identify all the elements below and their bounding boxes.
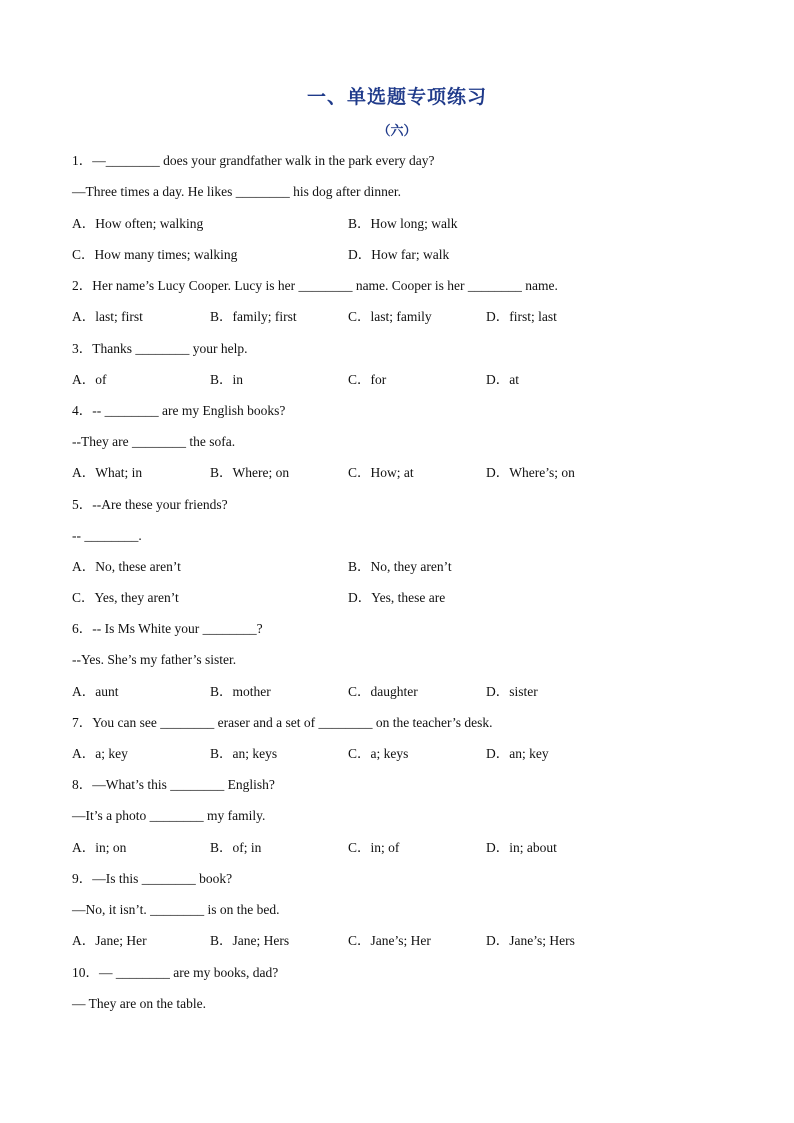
question-5-reply: -- ________. [72,528,142,543]
question-8-stem: 8．—What’s this ________ English? [72,777,275,792]
question-6-option-c[interactable]: C．daughter [348,684,418,699]
question-7-option-a[interactable]: A．a; key [72,746,128,761]
question-1-option-d[interactable]: D．How far; walk [348,247,450,262]
question-6-option-d[interactable]: D．sister [486,684,538,699]
question-2-option-b[interactable]: B．family; first [210,309,297,324]
question-10-reply: — They are on the table. [72,996,206,1011]
question-2-option-c[interactable]: C．last; family [348,309,432,324]
question-1-option-a[interactable]: A．How often; walking [72,216,204,231]
question-6-option-b[interactable]: B．mother [210,684,271,699]
question-8-option-a[interactable]: A．in; on [72,840,127,855]
question-8-option-b[interactable]: B．of; in [210,840,262,855]
question-9-option-a[interactable]: A．Jane; Her [72,933,147,948]
question-10-stem: 10．— ________ are my books, dad? [72,965,279,980]
question-7-option-d[interactable]: D．an; key [486,746,549,761]
question-6-option-a[interactable]: A．aunt [72,684,119,699]
question-5-option-a[interactable]: A．No, these aren’t [72,559,181,574]
question-5-option-b[interactable]: B．No, they aren’t [348,559,452,574]
question-4-option-a[interactable]: A．What; in [72,465,143,480]
question-1-option-b[interactable]: B．How long; walk [348,216,458,231]
question-3-option-c[interactable]: C．for [348,372,387,387]
question-7-option-c[interactable]: C．a; keys [348,746,409,761]
question-6-reply: --Yes. She’s my father’s sister. [72,652,237,667]
question-2-option-a[interactable]: A．last; first [72,309,143,324]
question-7-stem: 7．You can see ________ eraser and a set of ________ on the teacher’s desk. [72,715,493,730]
question-9-reply: —No, it isn’t. ________ is on the bed. [72,902,280,917]
question-5-stem: 5．--Are these your friends? [72,497,228,512]
question-2-option-d[interactable]: D．first; last [486,309,557,324]
question-5-option-c[interactable]: C．Yes, they aren’t [72,590,179,605]
question-9-stem: 9．—Is this ________ book? [72,871,233,886]
question-3-stem: 3．Thanks ________ your help. [72,341,248,356]
question-2-stem: 2．Her name’s Lucy Cooper. Lucy is her ________ name. Cooper is her ________ name. [72,278,558,293]
question-6-stem: 6．-- Is Ms White your ________? [72,621,263,636]
question-4-option-d[interactable]: D．Where’s; on [486,465,575,480]
question-8-option-c[interactable]: C．in; of [348,840,400,855]
question-3-option-b[interactable]: B．in [210,372,244,387]
question-8-option-d[interactable]: D．in; about [486,840,557,855]
question-9-option-b[interactable]: B．Jane; Hers [210,933,290,948]
question-1-option-c[interactable]: C．How many times; walking [72,247,238,262]
question-5-option-d[interactable]: D．Yes, these are [348,590,446,605]
question-7-option-b[interactable]: B．an; keys [210,746,278,761]
question-1-reply: —Three times a day. He likes ________ his dog after dinner. [72,184,402,199]
question-3-option-a[interactable]: A．of [72,372,107,387]
question-8-reply: —It’s a photo ________ my family. [72,808,266,823]
question-4-stem: 4．-- ________ are my English books? [72,403,286,418]
question-9-option-d[interactable]: D．Jane’s; Hers [486,933,575,948]
page-subtitle: （六） [377,124,417,139]
question-4-reply: --They are ________ the sofa. [72,434,236,449]
question-9-option-c[interactable]: C．Jane’s; Her [348,933,431,948]
question-4-option-b[interactable]: B．Where; on [210,465,290,480]
page-title: 一、单选题专项练习 [306,86,487,108]
question-1-stem: 1．—________ does your grandfather walk in the park every day? [72,153,435,168]
question-3-option-d[interactable]: D．at [486,372,519,387]
question-4-option-c[interactable]: C．How; at [348,465,414,480]
